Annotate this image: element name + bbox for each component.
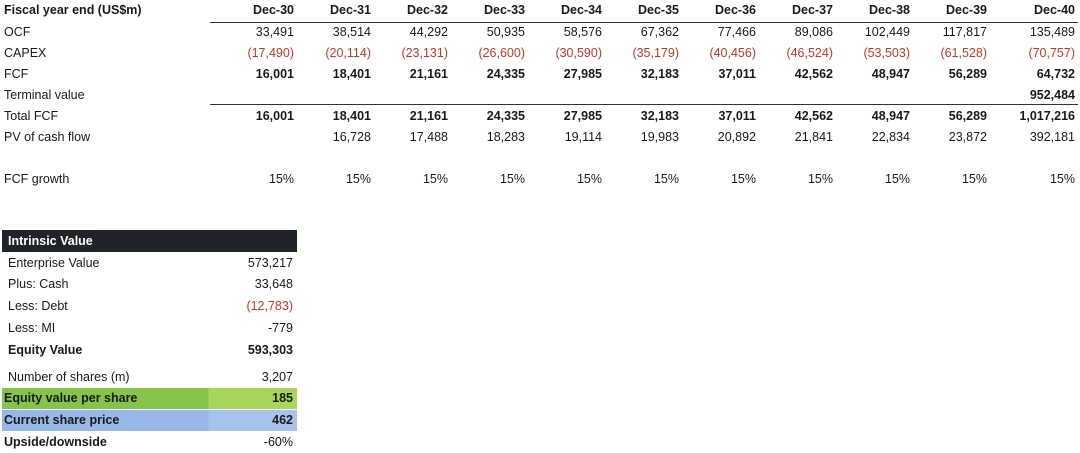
- cell: 18,401: [332, 109, 371, 123]
- negative-cell: (17,490): [247, 46, 294, 60]
- cell: 392,181: [1029, 130, 1075, 144]
- negative-cell: (30,590): [555, 46, 602, 60]
- item-label: Equity Value: [8, 343, 83, 357]
- item-label: Less: MI: [8, 321, 56, 335]
- cell: 33,491: [255, 25, 294, 39]
- item-value: 573,217: [247, 256, 293, 270]
- year-header: Dec-39: [946, 3, 987, 17]
- negative-cell: (23,131): [401, 46, 448, 60]
- list-item: [2, 253, 297, 274]
- list-item: [2, 318, 297, 339]
- cell: 64,732: [1036, 67, 1075, 81]
- negative-cell: (61,528): [940, 46, 987, 60]
- item-label: Equity value per share: [4, 391, 138, 405]
- year-header: Dec-35: [638, 3, 679, 17]
- equity-per-share-row: [2, 388, 297, 409]
- cell: 19,983: [640, 130, 679, 144]
- intrinsic-value-title: Intrinsic Value: [2, 230, 297, 252]
- item-value: 593,303: [247, 343, 293, 357]
- cell: 102,449: [864, 25, 910, 39]
- cell: 15%: [730, 172, 756, 186]
- list-item: [2, 296, 297, 317]
- item-value: 185: [272, 391, 293, 405]
- total-divider: [210, 104, 1078, 105]
- year-header: Dec-36: [715, 3, 756, 17]
- year-header: Dec-30: [253, 3, 294, 17]
- cell: 15%: [422, 172, 448, 186]
- cell: 15%: [576, 172, 602, 186]
- cell: 37,011: [718, 67, 756, 81]
- cell: 24,335: [486, 109, 525, 123]
- cell: 38,514: [332, 25, 371, 39]
- item-value: 33,648: [254, 277, 293, 291]
- year-header: Dec-38: [869, 3, 910, 17]
- item-label: Upside/downside: [4, 435, 107, 449]
- row-label: CAPEX: [4, 46, 47, 60]
- cell: 15%: [884, 172, 910, 186]
- cell: 48,947: [871, 109, 910, 123]
- table-header-row: [0, 0, 1080, 21]
- cell: 42,562: [794, 67, 833, 81]
- cell: 23,872: [948, 130, 987, 144]
- cell: 16,001: [255, 67, 294, 81]
- cell: 21,161: [409, 67, 448, 81]
- table-row: [0, 127, 1080, 148]
- header-label: Fiscal year end (US$m): [4, 3, 142, 17]
- row-label: OCF: [4, 25, 31, 39]
- cell: 15%: [1049, 172, 1075, 186]
- cell: 17,488: [409, 130, 448, 144]
- cell: 19,114: [564, 130, 602, 144]
- item-value: -779: [267, 321, 293, 335]
- list-item: [2, 367, 297, 388]
- cell: 27,985: [563, 67, 602, 81]
- item-label: Enterprise Value: [8, 256, 100, 270]
- negative-cell: (46,524): [786, 46, 833, 60]
- negative-cell: (26,600): [478, 46, 525, 60]
- negative-cell: (40,456): [709, 46, 756, 60]
- cell: 18,401: [332, 67, 371, 81]
- cell: 37,011: [718, 109, 756, 123]
- table-row: [0, 85, 1080, 106]
- year-header: Dec-40: [1034, 3, 1075, 17]
- cell: 77,466: [717, 25, 756, 39]
- upside-row: [2, 432, 297, 453]
- cell: 24,335: [486, 67, 525, 81]
- negative-cell: (53,503): [863, 46, 910, 60]
- negative-cell: (70,757): [1028, 46, 1075, 60]
- item-label: Number of shares (m): [8, 370, 130, 384]
- cell: 56,289: [948, 109, 987, 123]
- cell: 67,362: [640, 25, 679, 39]
- row-label: Terminal value: [4, 88, 85, 102]
- table-row: [0, 22, 1080, 43]
- cell: 32,183: [640, 109, 679, 123]
- cell: 1,017,216: [1019, 109, 1075, 123]
- item-label: Plus: Cash: [8, 277, 69, 291]
- cell: 27,985: [563, 109, 602, 123]
- cell: 58,576: [563, 25, 602, 39]
- cell: 48,947: [871, 67, 910, 81]
- cell: 15%: [268, 172, 294, 186]
- cell: 15%: [499, 172, 525, 186]
- cell: 21,161: [409, 109, 448, 123]
- cell: 15%: [653, 172, 679, 186]
- cell: 44,292: [409, 25, 448, 39]
- cell: 15%: [961, 172, 987, 186]
- cell: 32,183: [640, 67, 679, 81]
- cell: 16,728: [332, 130, 371, 144]
- cell: 22,834: [871, 130, 910, 144]
- row-label: PV of cash flow: [4, 130, 91, 144]
- cell: 15%: [807, 172, 833, 186]
- cell: 50,935: [486, 25, 525, 39]
- cell: 18,283: [486, 130, 525, 144]
- table-row: [0, 169, 1080, 190]
- cell: 952,484: [1029, 88, 1075, 102]
- row-label: FCF: [4, 67, 29, 81]
- year-header: Dec-34: [561, 3, 602, 17]
- current-price-row: [2, 410, 297, 431]
- item-value: 3,207: [261, 370, 293, 384]
- table-row: [0, 64, 1080, 85]
- cell: 20,892: [717, 130, 756, 144]
- year-header: Dec-37: [792, 3, 833, 17]
- cell: 15%: [345, 172, 371, 186]
- list-item: [2, 340, 297, 361]
- item-value: -60%: [263, 435, 293, 449]
- item-value: (12,783): [246, 299, 293, 313]
- item-value: 462: [272, 413, 293, 427]
- item-label: Current share price: [4, 413, 120, 427]
- cell: 56,289: [948, 67, 987, 81]
- row-label: Total FCF: [4, 109, 59, 123]
- cell: 117,817: [942, 25, 987, 39]
- cell: 21,841: [794, 130, 833, 144]
- negative-cell: (35,179): [632, 46, 679, 60]
- year-header: Dec-32: [407, 3, 448, 17]
- year-header: Dec-31: [330, 3, 371, 17]
- list-item: [2, 274, 297, 295]
- cell: 16,001: [255, 109, 294, 123]
- cell: 135,489: [1029, 25, 1075, 39]
- negative-cell: (20,114): [325, 46, 371, 60]
- table-row: [0, 106, 1080, 127]
- item-label: Less: Debt: [8, 299, 68, 313]
- cell: 89,086: [794, 25, 833, 39]
- row-label: FCF growth: [4, 172, 70, 186]
- table-row: [0, 43, 1080, 64]
- year-header: Dec-33: [484, 3, 525, 17]
- cell: 42,562: [794, 109, 833, 123]
